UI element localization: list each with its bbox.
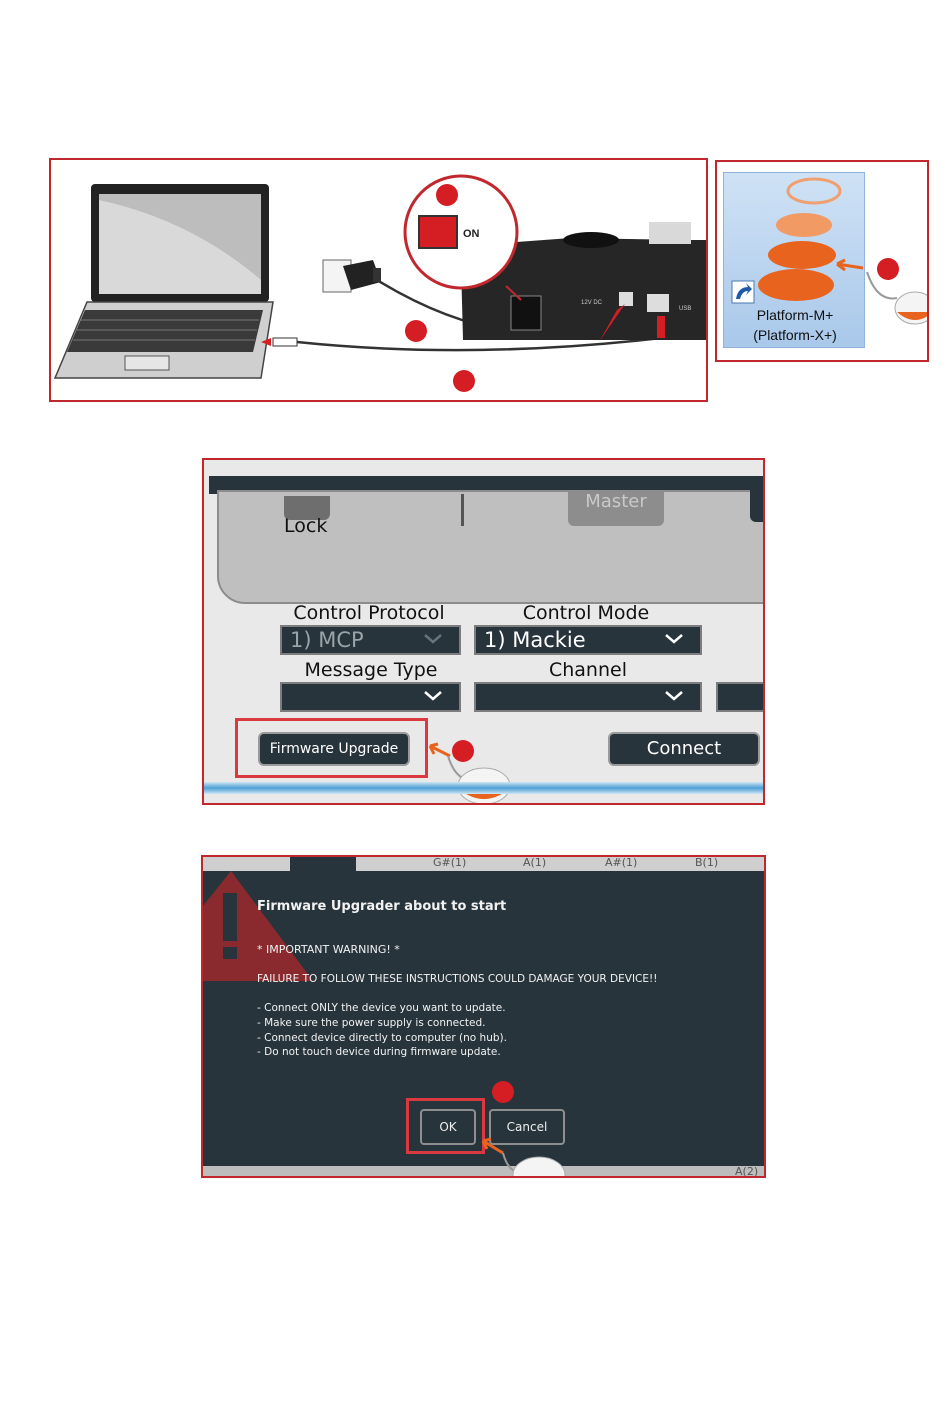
instruction-line: - Connect device directly to computer (no hub). — [257, 1032, 507, 1044]
mouse-cursor-icon — [203, 857, 766, 1178]
control-mode-value: 1) Mackie — [484, 628, 586, 652]
mouse-cursor-icon — [204, 460, 765, 805]
power-adapter-icon — [323, 260, 381, 292]
connection-diagram-panel — [49, 158, 708, 402]
cancel-button[interactable]: Cancel — [489, 1109, 565, 1145]
note-label: A#(1) — [605, 856, 638, 869]
app-settings-panel — [202, 458, 765, 805]
message-type-label: Message Type — [304, 659, 438, 681]
ok-button[interactable]: OK — [420, 1109, 476, 1145]
note-label: G#(1) — [433, 856, 467, 869]
note-label: A(1) — [523, 856, 547, 869]
control-protocol-value: 1) MCP — [290, 628, 364, 652]
control-protocol-label: Control Protocol — [293, 602, 445, 624]
switch-on-label: ON — [463, 228, 480, 240]
dialog-failure-text: FAILURE TO FOLLOW THESE INSTRUCTIONS COULD DAMAGE YOUR DEVICE!! — [257, 973, 658, 985]
connect-button[interactable]: Connect — [608, 732, 760, 766]
lock-label: Lock — [284, 515, 328, 537]
step-3-marker — [453, 370, 475, 392]
firmware-dialog-panel — [201, 855, 766, 1178]
laptop-icon — [55, 184, 273, 378]
instruction-line: - Do not touch device during firmware update. — [257, 1046, 501, 1058]
firmware-upgrade-button[interactable]: Firmware Upgrade — [258, 732, 410, 766]
usb-port-label: USB — [679, 306, 692, 312]
dialog-title: Firmware Upgrader about to start — [257, 899, 507, 914]
mouse-cursor-icon — [717, 162, 929, 362]
control-mode-label: Control Mode — [522, 602, 650, 624]
dialog-warning: * IMPORTANT WARNING! * — [257, 943, 400, 956]
shortcut-label-line2: (Platform-X+) — [753, 327, 837, 343]
window-bottom-stripe — [204, 782, 765, 794]
note-label: B(1) — [695, 856, 719, 869]
step-1-marker — [436, 184, 458, 206]
dc-port-label: 12V DC — [581, 300, 603, 306]
shortcut-label-line1: Platform-M+ — [756, 307, 834, 323]
step-2-marker — [405, 320, 427, 342]
master-button[interactable]: Master — [568, 490, 664, 526]
channel-label: Channel — [548, 659, 627, 681]
power-switch-icon — [419, 216, 457, 248]
bottom-note-label: A(2) — [735, 1165, 759, 1178]
shortcut-panel — [715, 160, 929, 362]
instruction-line: - Connect ONLY the device you want to update. — [257, 1002, 506, 1014]
instruction-line: - Make sure the power supply is connected. — [257, 1017, 486, 1029]
